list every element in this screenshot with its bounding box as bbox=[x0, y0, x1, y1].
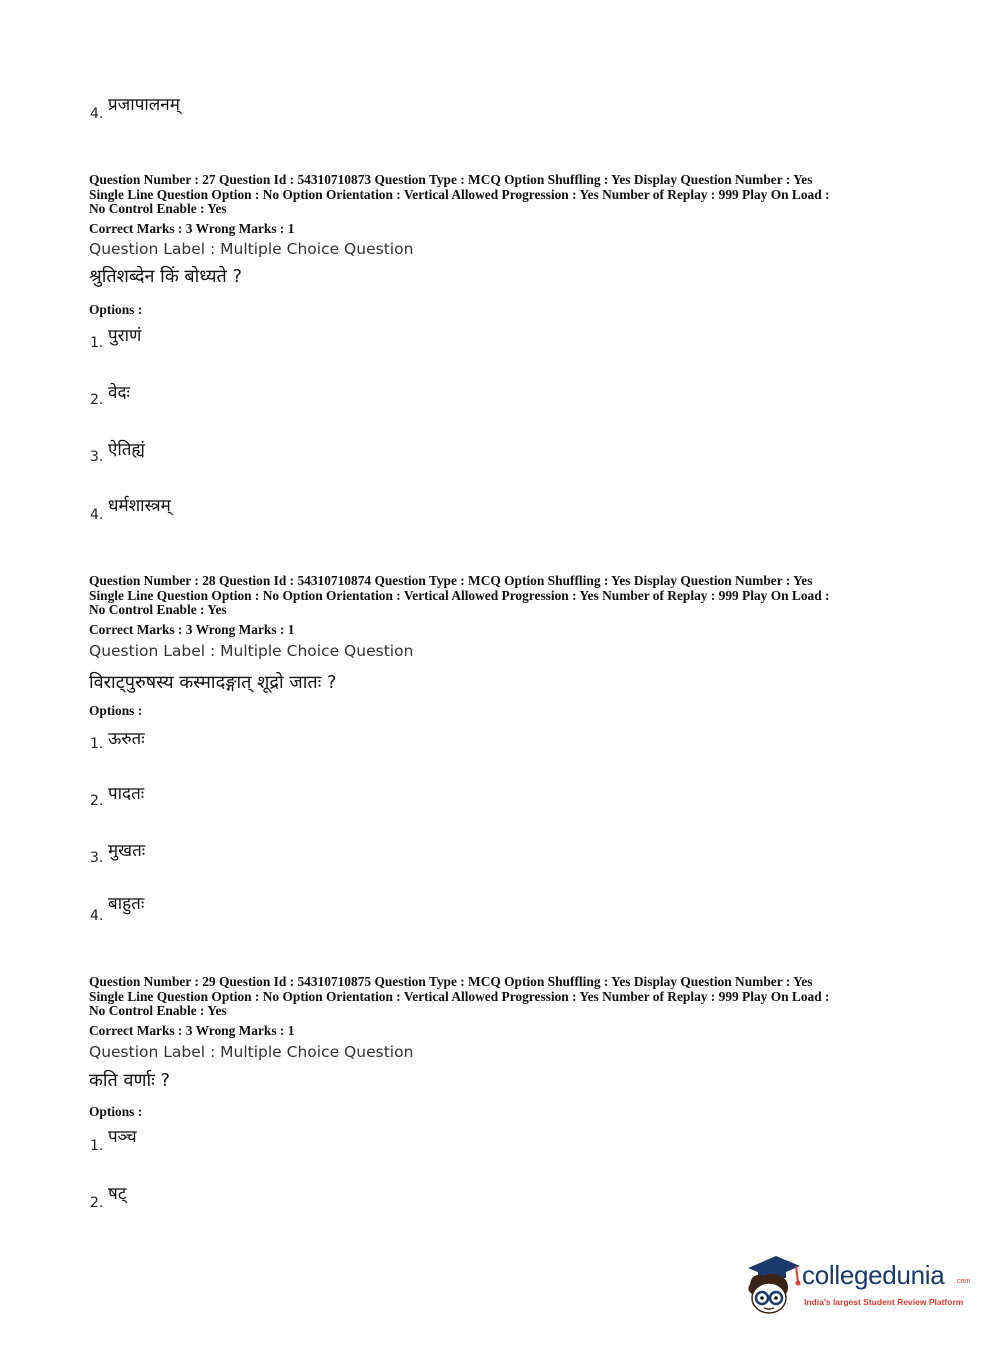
option-text: षट् bbox=[108, 1184, 127, 1204]
option-number: 2. bbox=[90, 392, 104, 408]
option-text: मुखतः bbox=[108, 841, 146, 861]
option-number: 1. bbox=[90, 1138, 104, 1154]
meta-line-3: No Control Enable : Yes bbox=[89, 201, 227, 217]
question-meta bbox=[89, 173, 829, 217]
question-label: Question Label : Multiple Choice Question bbox=[89, 1043, 414, 1061]
meta-line-3: No Control Enable : Yes bbox=[89, 1003, 227, 1019]
option-number: 2. bbox=[90, 1195, 104, 1211]
option-number: 1. bbox=[90, 335, 104, 351]
option-number: 1. bbox=[90, 736, 104, 752]
option-number: 2. bbox=[90, 793, 104, 809]
options-heading: Options : bbox=[89, 703, 143, 718]
collegedunia-logo[interactable] bbox=[742, 1248, 971, 1318]
question-text: विराट्पुरुषस्य कस्मादङ्गात् शूद्रो जातः ? bbox=[89, 672, 337, 693]
mascot-icon bbox=[742, 1248, 802, 1318]
question-meta bbox=[89, 574, 829, 618]
marks-line: Correct Marks : 3 Wrong Marks : 1 bbox=[89, 1023, 295, 1038]
option-text: पादतः bbox=[108, 784, 145, 804]
option-text: पञ्च bbox=[108, 1127, 137, 1147]
logo-wordmark: collegedunia bbox=[802, 1260, 945, 1290]
meta-line-1: Question Number : 28 Question Id : 54310710874 Question Type : MCQ Option Shuffling : Yes Display Question Number : Yes bbox=[89, 573, 813, 588]
logo-tagline: India's largest Student Review Platform bbox=[804, 1297, 964, 1307]
question-meta bbox=[89, 975, 829, 1019]
option-number: 4. bbox=[90, 908, 104, 924]
option-text: प्रजापालनम् bbox=[108, 95, 180, 115]
option-text: पुराणं bbox=[108, 326, 142, 346]
option-text: ऐतिह्यं bbox=[108, 440, 145, 460]
question-text: श्रुतिशब्देन किं बोध्यते ? bbox=[89, 266, 243, 287]
marks-line: Correct Marks : 3 Wrong Marks : 1 bbox=[89, 622, 295, 637]
logo-domain: .com bbox=[955, 1278, 971, 1285]
option-text: धर्मशास्त्रम् bbox=[108, 496, 171, 516]
option-number: 3. bbox=[90, 850, 104, 866]
meta-line-2: Single Line Question Option : No Option Orientation : Vertical Allowed Progression : Yes Number of Replay : 999 Play On Load : bbox=[89, 988, 830, 1004]
options-heading: Options : bbox=[89, 1104, 143, 1119]
marks-line: Correct Marks : 3 Wrong Marks : 1 bbox=[89, 221, 295, 236]
option-number: 3. bbox=[90, 449, 104, 465]
meta-line-2: Single Line Question Option : No Option Orientation : Vertical Allowed Progression : Yes Number of Replay : 999 Play On Load : bbox=[89, 186, 830, 202]
option-text: ऊरुतः bbox=[108, 729, 145, 749]
meta-line-1: Question Number : 27 Question Id : 54310710873 Question Type : MCQ Option Shuffling : Yes Display Question Number : Yes bbox=[89, 172, 813, 187]
meta-line-2: Single Line Question Option : No Option Orientation : Vertical Allowed Progression : Yes Number of Replay : 999 Play On Load : bbox=[89, 587, 830, 603]
meta-line-1: Question Number : 29 Question Id : 54310710875 Question Type : MCQ Option Shuffling : Yes Display Question Number : Yes bbox=[89, 974, 813, 989]
question-label: Question Label : Multiple Choice Question bbox=[89, 240, 414, 258]
question-text: कति वर्णाः ? bbox=[89, 1070, 171, 1091]
option-number: 4. bbox=[90, 106, 104, 122]
meta-line-3: No Control Enable : Yes bbox=[89, 602, 227, 618]
option-text: बाहुतः bbox=[108, 894, 145, 914]
option-number: 4. bbox=[90, 507, 104, 523]
question-label: Question Label : Multiple Choice Question bbox=[89, 642, 414, 660]
option-text: वेदः bbox=[108, 383, 130, 403]
options-heading: Options : bbox=[89, 302, 143, 317]
